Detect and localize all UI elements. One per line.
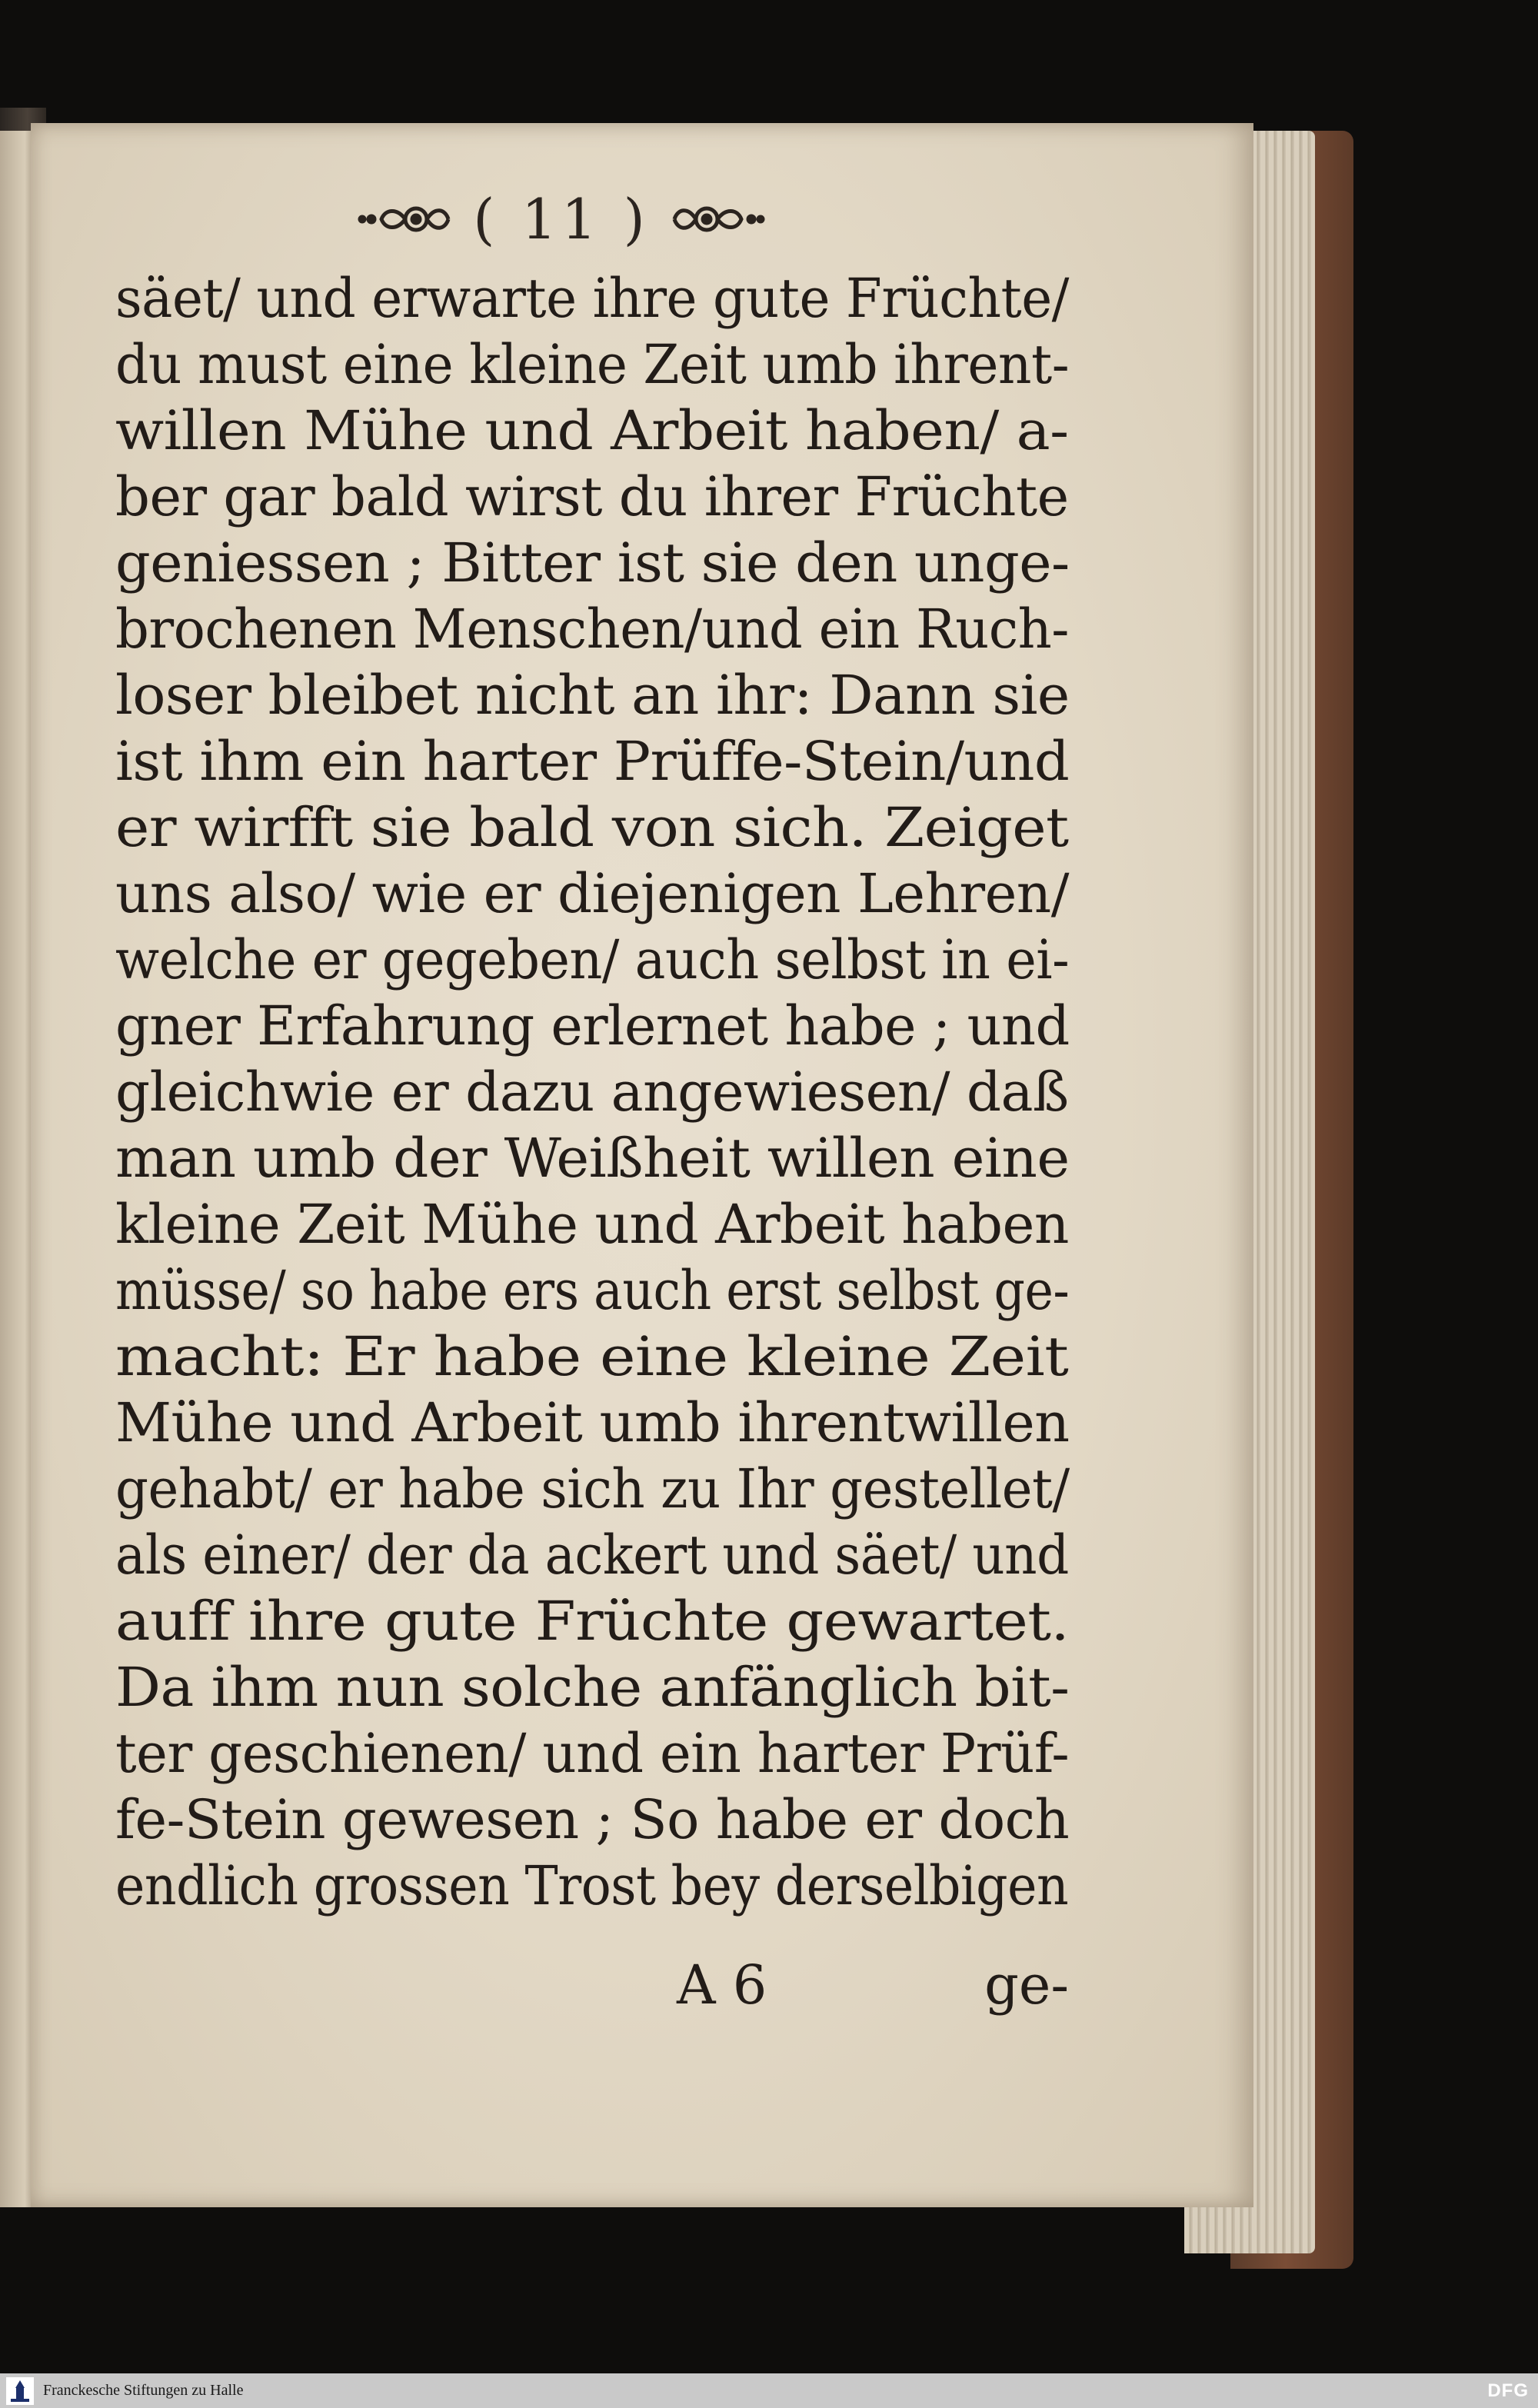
institution-name: Franckesche Stiftungen zu Halle — [43, 2382, 244, 2399]
text-line: ber gar bald wirst du ihrer Früchte — [115, 465, 1069, 528]
text-line: er wirfft sie bald von sich. Zeiget — [115, 796, 1069, 859]
text-line: macht: Er habe eine kleine Zeit — [115, 1325, 1069, 1388]
text-line: gner Erfahrung erlernet habe ; und — [115, 994, 1070, 1057]
text-line: geniessen ; Bitter ist sie den unge- — [115, 531, 1070, 595]
text-line: man umb der Weißheit willen eine — [115, 1127, 1070, 1190]
text-line: Da ihm nun solche anfänglich bit- — [115, 1656, 1070, 1719]
viewer-footer-bar — [0, 2373, 1538, 2408]
right-ornament-icon — [668, 192, 768, 246]
text-line: du must eine kleine Zeit umb ihrent- — [115, 333, 1070, 396]
signature-mark: A 6 — [677, 1953, 767, 2017]
text-line: kleine Zeit Mühe und Arbeit haben — [115, 1193, 1069, 1256]
catchword: ge- — [984, 1953, 1069, 2017]
text-line: loser bleibet nicht an ihr: Dann sie — [115, 664, 1070, 727]
page-number: ( 11 ) — [473, 187, 650, 251]
left-ornament-icon — [355, 192, 454, 246]
text-line: säet/ und erwarte ihre gute Früchte/ — [115, 267, 1069, 330]
text-line: müsse/ so habe ers auch erst selbst ge- — [115, 1259, 1070, 1322]
body-text — [115, 265, 1069, 1919]
institution-logo-icon — [5, 2376, 35, 2406]
text-line: welche er gegeben/ auch selbst in ei- — [115, 928, 1070, 991]
text-line: uns also/ wie er diejenigen Lehren/ — [115, 862, 1069, 925]
funder-logo: DFG — [1487, 2380, 1529, 2401]
text-line: auff ihre gute Früchte gewartet. — [115, 1590, 1070, 1653]
text-line: ist ihm ein harter Prüffe-Stein/und — [115, 730, 1070, 793]
text-line: endlich grossen Trost bey derselbigen — [115, 1854, 1069, 1917]
text-line: gehabt/ er habe sich zu Ihr gestellet/ — [115, 1457, 1070, 1520]
text-line: brochenen Menschen/und ein Ruch- — [115, 598, 1069, 661]
page-header — [338, 185, 784, 254]
text-line: Mühe und Arbeit umb ihrentwillen — [115, 1391, 1070, 1454]
text-line: ter geschienen/ und ein harter Prüf- — [115, 1722, 1070, 1785]
text-line: gleichwie er dazu angewiesen/ daß — [115, 1061, 1069, 1124]
institution-credit — [0, 2376, 243, 2406]
page-footer — [115, 1953, 1069, 2023]
text-line: fe-Stein gewesen ; So habe er doch — [115, 1788, 1070, 1851]
text-line: als einer/ der da ackert und säet/ und — [115, 1524, 1069, 1587]
text-line: willen Mühe und Arbeit haben/ a- — [115, 399, 1069, 462]
